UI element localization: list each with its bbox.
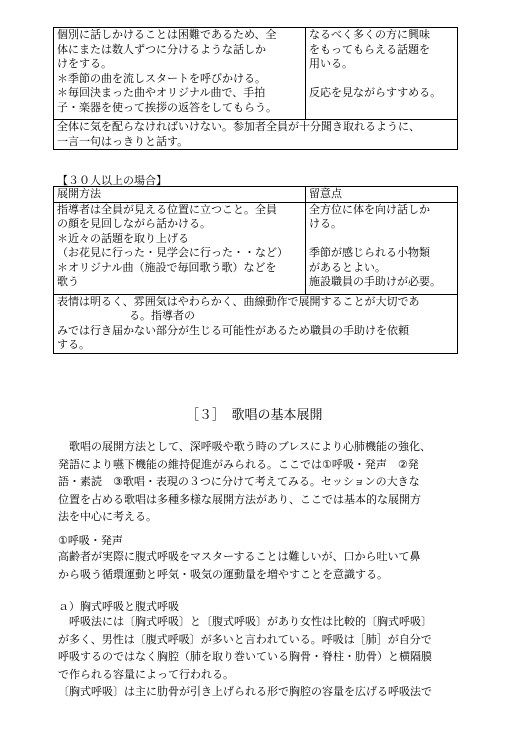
text-line: 高齢者が実際に腹式呼吸をマスターすることは難しいが、口から吐いて鼻 [58,550,421,563]
breathing-type-paragraph [58,613,468,701]
subsection-title-a: ａ）胸式呼吸と腹式呼吸 [58,600,179,613]
text-line: 呼吸するのではなく胸腔（肺を取り巻いている胸骨・脊柱・肋骨）と横隔膜 [58,650,432,663]
note-cell [306,28,458,120]
text-line: 歌う [57,275,79,288]
text-line: 用いる。 [309,57,353,70]
table-header-row [54,187,458,203]
summary-cell [54,120,458,150]
text-line: で作られる容量によって行われる。 [58,667,234,681]
method-cell [54,202,306,294]
text-line: （お花見に行った・見学会に行った・・など） [57,246,288,259]
breathing-paragraph [58,548,468,583]
text-line: 位置を占める歌唱は多種多様な展開方法があり、ここでは基本的な展開方 [58,492,421,506]
section-3-title: ［３］ 歌唱の基本展開 [186,408,323,423]
section-heading-30: 【３０人以上の場合】 [57,174,167,187]
text-line: 全方位に体を向け話しか [309,202,430,216]
table-row [54,294,458,353]
text-line: 〔胸式呼吸〕は主に肋骨が引き上げられる形で胸腔の容量を広げる呼吸法で [58,685,432,698]
header-notes: 留意点 [306,187,458,203]
text-line: ＊毎回決まった曲やオリジナル曲で、手拍 [57,86,266,99]
table-large-group [53,186,458,354]
text-line: の顔を見回しながら話かける。 [57,217,211,230]
text-line: みでは行き届かない部分が生じる可能性があるため職員の手助けを依頼 [57,323,409,337]
text-line: 反応を見ながらすすめる。 [309,86,442,99]
text-line: 体にまたは数人ずつに分けるような話しか [57,42,266,56]
table-row [54,202,458,294]
text-line: 全体に気を配らなければいけない。参加者全員が十分聞き取れるように、 [57,120,420,133]
text-line: 施設職員の手助けが必要。 [309,275,441,288]
text-line: 発語により嚥下機能の維持促進がみられる。ここでは①呼吸・発声 ②発 [58,457,419,471]
summary-cell [54,294,458,353]
text-line: 歌唱の展開方法として、深呼吸や歌う時のブレスにより心肺機能の強化、 [69,440,432,453]
table-row [54,120,458,150]
text-line: があるとよい。 [309,260,386,274]
text-line: 表情は明るく、雰囲気はやわらかく、曲線動作で展開することが大切であ [57,294,420,308]
text-line: 個別に話しかけることは困難であるため、全 [57,28,277,41]
text-line: 法を中心に考える。 [58,510,157,523]
header-method: 展開方法 [54,187,306,203]
note-cell [306,202,458,294]
text-line: ＊オリジナル曲（施設で毎回歌う歌）などを [57,260,277,274]
method-cell [54,28,306,120]
text-line: ＊近々の話題を取り上げる [57,231,189,245]
text-line: ＊季節の曲を流しスタートを呼びかける。 [57,71,266,85]
text-line: から吸う循環運動と呼気・吸気の運動量を増やすことを意識する。 [58,567,388,581]
text-line: 子・楽器を使って挨拶の返答をしてもらう。 [57,100,277,114]
table-small-group [53,27,458,150]
subsection-title-breathing: ①呼吸・発声 [58,534,123,547]
text-line: 一言一句はっきりと話す。 [57,134,189,148]
text-line: する。 [57,338,90,351]
text-line: けをする。 [57,57,112,70]
text-line: が多く、男性は〔腹式呼吸〕が多いと言われている。呼吸は［肺］が自分で [58,632,432,646]
text-line: をもってもらえる話題を [309,42,430,56]
text-line: なるべく多くの方に興味 [309,28,430,41]
intro-paragraph [58,438,468,526]
text-line: 呼吸法には〔胸式呼吸〕と〔腹式呼吸〕があり女性は比較的〔胸式呼吸〕 [69,615,432,628]
text-line: 指導者は全員が見える位置に立つこと。全員 [57,202,277,216]
text-line: る。指導者の [129,309,195,322]
text-line: ける。 [309,217,342,230]
table-row [54,28,458,120]
text-line: 語・素読 ③歌唱・表現の３つに分けて考えてみる。セッションの大きな [58,475,420,488]
text-line: 季節が感じられる小物類 [309,246,430,259]
